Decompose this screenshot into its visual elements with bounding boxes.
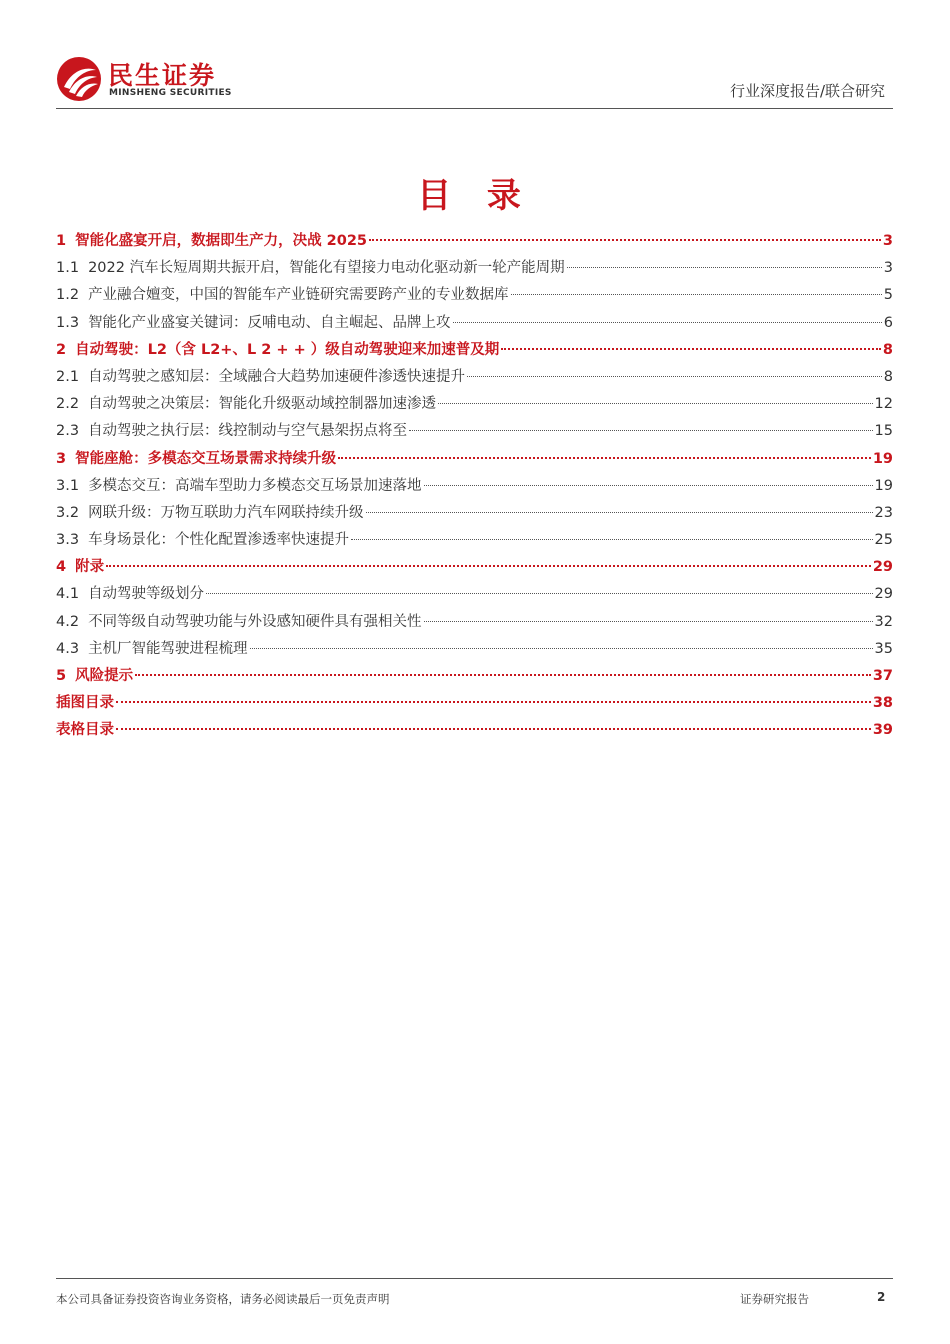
company-logo <box>56 54 286 104</box>
toc-entry-page: 3 <box>882 233 893 249</box>
header-divider <box>56 108 893 109</box>
toc-dot-leader <box>106 565 871 567</box>
toc-entry-number: 2.1 <box>56 368 80 385</box>
toc-entry-title: 风险提示 <box>75 668 134 684</box>
toc-entry-page: 25 <box>874 532 893 549</box>
minsheng-logo-icon <box>56 56 102 102</box>
toc-entry-page: 32 <box>874 613 893 630</box>
toc-entry-page: 39 <box>872 722 893 739</box>
toc-entry[interactable] <box>56 364 893 391</box>
toc-dot-leader <box>338 457 871 459</box>
toc-entry-page: 38 <box>872 695 893 712</box>
toc-entry[interactable] <box>56 282 893 309</box>
toc-entry[interactable] <box>56 310 893 337</box>
toc-entry-number: 4.2 <box>56 613 80 630</box>
toc-entry-title: 自动驾驶之决策层：智能化升级驱动域控制器加速渗透 <box>88 396 437 413</box>
toc-entry-page: 23 <box>874 504 893 521</box>
toc-entry-title: 智能座舱：多模态交互场景需求持续升级 <box>75 450 337 467</box>
toc-entry-title: 智能化盛宴开启，数据即生产力，决战 2025 <box>75 233 367 249</box>
toc-entry-number: 1 <box>56 233 67 249</box>
toc-entry[interactable] <box>56 690 893 717</box>
toc-entry-title: 表格目录 <box>56 722 114 739</box>
toc-entry-title: 2022 汽车长短周期共振开启，智能化有望接力电动化驱动新一轮产能周期 <box>88 260 565 277</box>
toc-entry-page: 29 <box>872 559 893 576</box>
toc-entry-number: 4.1 <box>56 586 80 603</box>
toc-entry[interactable] <box>56 337 893 364</box>
toc-entry-number: 1.2 <box>56 287 80 304</box>
toc-entry[interactable] <box>56 228 893 255</box>
toc-entry-page: 35 <box>874 640 893 657</box>
toc-entry[interactable] <box>56 609 893 636</box>
toc-entry-title: 自动驾驶等级划分 <box>88 586 205 603</box>
toc-entry-title: 插图目录 <box>56 695 114 712</box>
toc-dot-leader <box>453 322 882 323</box>
toc-entry-page: 8 <box>883 368 893 385</box>
toc-dot-leader <box>135 674 871 676</box>
toc-dot-leader <box>424 621 873 622</box>
toc-dot-leader <box>567 267 882 268</box>
toc-dot-leader <box>206 593 872 594</box>
logo-english-name: MINSHENG SECURITIES <box>109 88 232 98</box>
toc-entry[interactable] <box>56 446 893 473</box>
toc-entry-number: 4.3 <box>56 640 80 657</box>
toc-entry-title: 多模态交互：高端车型助力多模态交互场景加速落地 <box>88 477 422 494</box>
toc-entry[interactable] <box>56 391 893 418</box>
toc-dot-leader <box>351 539 872 540</box>
toc-dot-leader <box>369 239 881 241</box>
toc-entry-title: 产业融合嬗变，中国的智能车产业链研究需要跨产业的专业数据库 <box>88 287 509 304</box>
toc-entry[interactable] <box>56 554 893 581</box>
toc-entry-title: 不同等级自动驾驶功能与外设感知硬件具有强相关性 <box>88 613 422 630</box>
toc-entry-page: 3 <box>883 260 893 277</box>
toc-entry-page: 15 <box>874 423 893 440</box>
toc-entry-title: 自动驾驶之感知层：全域融合大趋势加速硬件渗透快速提升 <box>88 368 466 385</box>
toc-entry-number: 3.1 <box>56 477 80 494</box>
toc-dot-leader <box>116 701 871 703</box>
toc-entry-page: 8 <box>882 341 893 358</box>
toc-entry-page: 19 <box>874 477 893 494</box>
logo-chinese-name: 民生证券 <box>108 61 217 90</box>
toc-entry[interactable] <box>56 473 893 500</box>
toc-dot-leader <box>438 403 872 404</box>
toc-entry-page: 12 <box>874 396 893 413</box>
toc-entry-number: 1.1 <box>56 260 80 277</box>
toc-entry-title: 自动驾驶：L2（含 L2+、L 2 + + ）级自动驾驶迎来加速普及期 <box>75 341 500 358</box>
toc-entry-number: 5 <box>56 668 67 684</box>
toc-entry-page: 19 <box>872 450 893 467</box>
toc-entry-number: 2 <box>56 341 67 358</box>
footer-divider <box>56 1278 893 1279</box>
toc-entry-number: 1.3 <box>56 314 80 331</box>
toc-entry-page: 29 <box>874 586 893 603</box>
toc-title: 目 录 <box>417 176 533 216</box>
page-header <box>56 52 893 108</box>
toc-dot-leader <box>467 376 882 377</box>
toc-entry-title: 附录 <box>75 559 105 576</box>
toc-dot-leader <box>501 348 881 350</box>
toc-entry[interactable] <box>56 527 893 554</box>
toc-dot-leader <box>116 728 871 730</box>
toc-entry[interactable] <box>56 663 893 690</box>
toc-entry-page: 37 <box>872 668 893 684</box>
toc-entry[interactable] <box>56 717 893 744</box>
toc-entry-page: 6 <box>883 314 893 331</box>
toc-entry[interactable] <box>56 418 893 445</box>
toc-entry-title: 主机厂智能驾驶进程梳理 <box>88 640 248 657</box>
toc-entry[interactable] <box>56 636 893 663</box>
toc-entry-title: 自动驾驶之执行层：线控制动与空气悬架拐点将至 <box>88 423 408 440</box>
toc-dot-leader <box>409 430 872 431</box>
toc-entry-number: 4 <box>56 559 67 576</box>
toc-dot-leader <box>366 512 873 513</box>
toc-dot-leader <box>250 648 873 649</box>
toc-entry[interactable] <box>56 500 893 527</box>
toc-entry[interactable] <box>56 581 893 608</box>
table-of-contents <box>56 228 893 745</box>
toc-entry-number: 2.3 <box>56 423 80 440</box>
toc-entry-number: 3.3 <box>56 532 80 549</box>
toc-dot-leader <box>424 485 873 486</box>
report-type-label: 行业深度报告/联合研究 <box>729 82 885 100</box>
toc-entry-number: 2.2 <box>56 396 80 413</box>
toc-dot-leader <box>511 294 882 295</box>
footer-report-label: 证券研究报告 <box>740 1292 809 1306</box>
toc-entry-number: 3 <box>56 450 67 467</box>
footer-disclaimer: 本公司具备证券投资咨询业务资格，请务必阅读最后一页免责声明 <box>56 1292 390 1306</box>
toc-entry[interactable] <box>56 255 893 282</box>
toc-entry-title: 智能化产业盛宴关键词：反哺电动、自主崛起、品牌上攻 <box>88 314 451 331</box>
footer-page-number: 2 <box>877 1290 886 1304</box>
toc-entry-page: 5 <box>883 287 893 304</box>
toc-entry-number: 3.2 <box>56 504 80 521</box>
toc-entry-title: 车身场景化：个性化配置渗透率快速提升 <box>88 532 350 549</box>
toc-entry-title: 网联升级：万物互联助力汽车网联持续升级 <box>88 504 364 521</box>
